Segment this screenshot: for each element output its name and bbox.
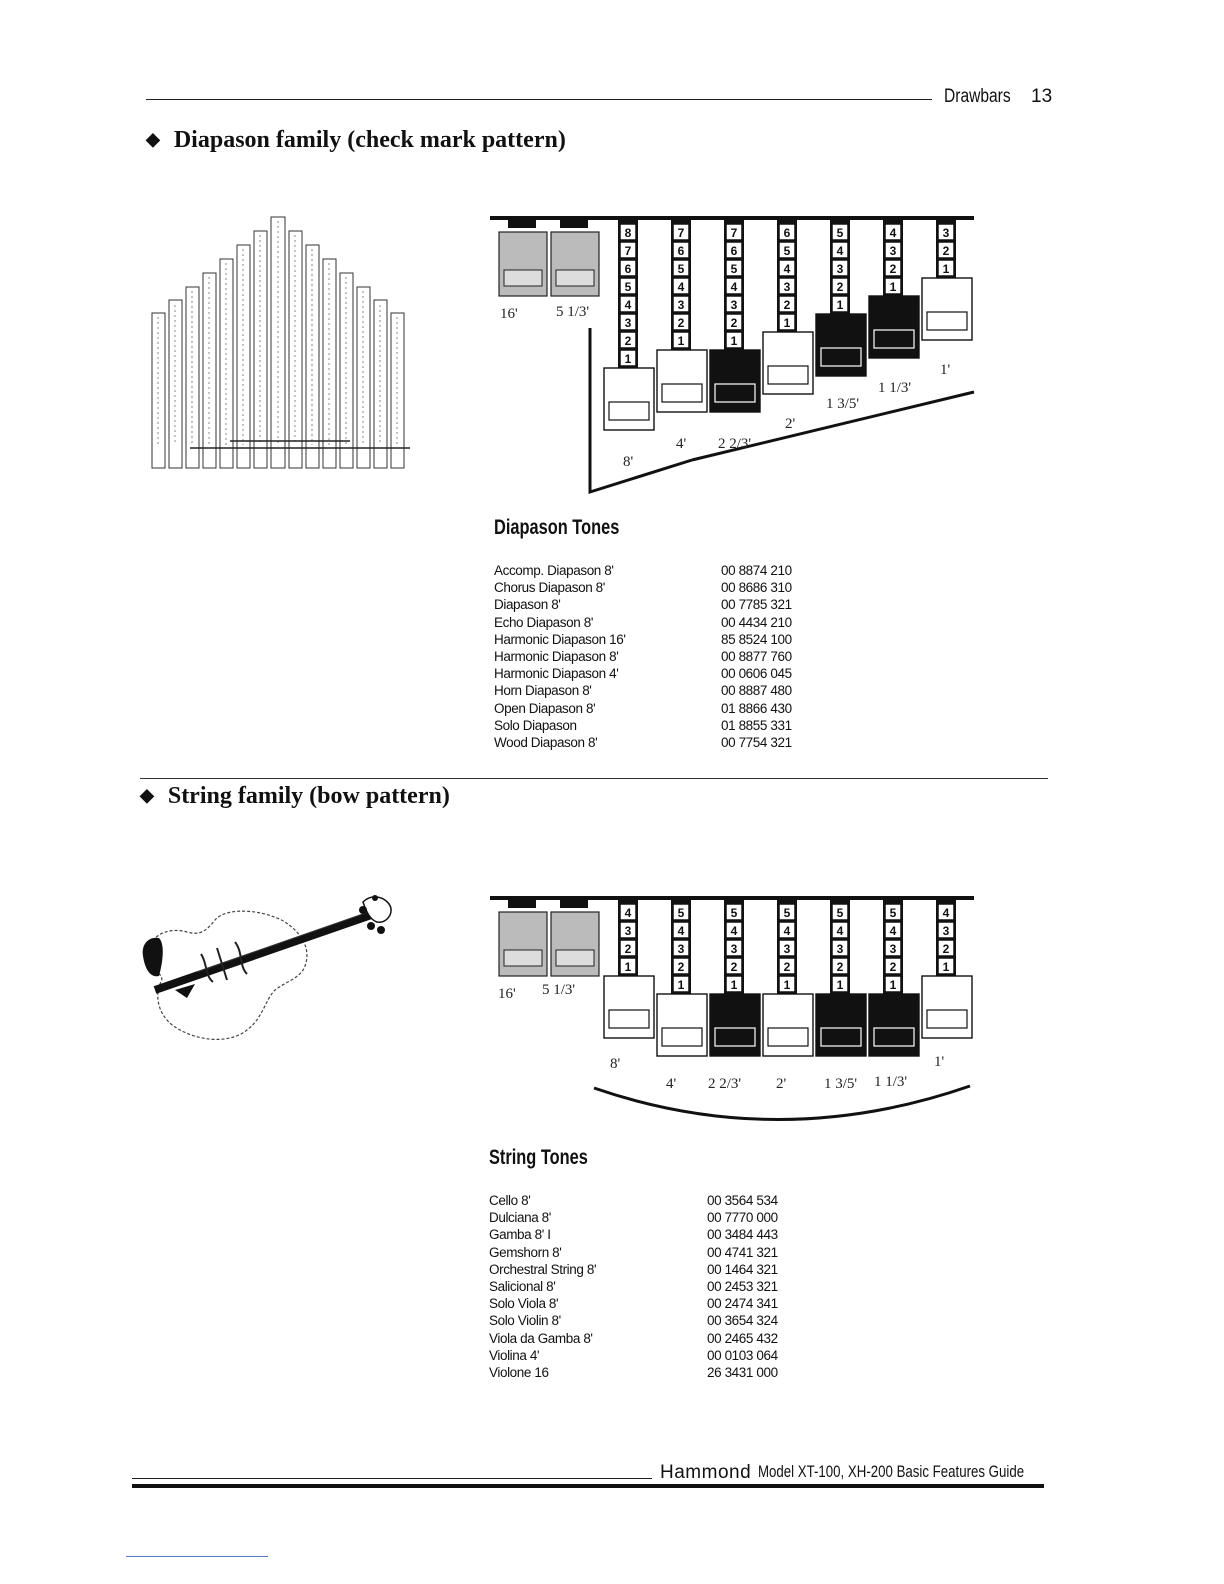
drawbar-4: [657, 900, 707, 1056]
tone-row: [489, 1364, 809, 1381]
drawbar-step-number: 1: [942, 960, 950, 974]
diapason-drawbar-diagram: [480, 210, 980, 500]
drawbar-step-number: 4: [889, 924, 897, 938]
drawbar-footage-label: 5 1/3': [556, 304, 590, 320]
tone-row: [494, 734, 814, 751]
drawbar-2: [551, 220, 599, 296]
drawbar-footage-label: 2 2/3': [718, 436, 752, 452]
tone-registration: 00 4434 210: [721, 614, 792, 630]
footer-brand: Hammond: [660, 1462, 752, 1483]
tone-name: Cello 8': [489, 1193, 531, 1208]
tone-registration: 00 3564 534: [707, 1193, 778, 1208]
drawbar-step-number: 4: [836, 244, 844, 258]
tone-row: [489, 1278, 809, 1295]
drawbar-step-number: 2: [836, 960, 844, 974]
tone-name: Salicional 8': [489, 1278, 556, 1294]
footer-model: Model XT-100, XH-200 Basic Features Guide: [758, 1462, 1025, 1481]
diapason-title-text: Diapason family (check mark pattern): [173, 127, 566, 153]
tone-row: [489, 1330, 809, 1347]
drawbar-footage-label: 4': [676, 436, 687, 452]
drawbar-footage-label: 1 3/5': [826, 396, 860, 412]
drawbar-step-number: 5: [783, 244, 791, 258]
tone-name: Harmonic Diapason 16': [494, 631, 626, 647]
drawbar-step-number: 2: [783, 298, 791, 312]
drawbar-step-number: 1: [836, 298, 844, 312]
tone-row: [489, 1209, 809, 1226]
drawbar-step-number: 6: [783, 226, 791, 240]
tone-name: Open Diapason 8': [494, 700, 596, 716]
drawbar-step-number: 2: [836, 280, 844, 294]
tone-registration: 00 2465 432: [707, 1330, 778, 1346]
tone-registration: 00 8874 210: [721, 563, 792, 578]
drawbar-step-number: 3: [677, 942, 685, 956]
tone-registration: 00 7754 321: [721, 734, 792, 750]
drawbar-step-number: 3: [730, 942, 738, 956]
drawbar-step-number: 7: [624, 244, 632, 258]
tone-name: Harmonic Diapason 4': [494, 666, 619, 682]
drawbar-step-number: 3: [836, 262, 844, 276]
string-section-title: [140, 783, 450, 810]
drawbar-step-number: 3: [730, 298, 738, 312]
organ-pipes-illustration: [140, 205, 420, 480]
tone-name: Diapason 8': [494, 597, 561, 613]
drawbar-step-number: 1: [624, 352, 632, 366]
drawbar-step-number: 5: [730, 906, 738, 920]
drawbar-6: [763, 900, 813, 1056]
diapason-tones-heading: Diapason Tones: [494, 516, 620, 539]
drawbar-8: [869, 900, 919, 1056]
tone-name: Gemshorn 8': [489, 1244, 562, 1260]
drawbar-footage-label: 2': [776, 1076, 787, 1092]
tone-registration: 00 0606 045: [721, 666, 792, 682]
bottom-link-rule: [126, 1556, 268, 1557]
drawbar-step-number: 1: [889, 978, 897, 992]
tone-name: Wood Diapason 8': [494, 734, 598, 750]
tone-name: Solo Viola 8': [489, 1296, 559, 1312]
tone-registration: 00 2453 321: [707, 1278, 778, 1294]
drawbar-step-number: 4: [889, 226, 897, 240]
string-drawbar-diagram: [480, 890, 980, 1140]
tone-row: [489, 1226, 809, 1243]
drawbar-step-number: 7: [730, 226, 738, 240]
drawbar-5: [710, 900, 760, 1056]
header-page-number: 13: [1031, 86, 1053, 107]
diapason-section-title: [146, 127, 566, 154]
drawbar-step-number: 6: [730, 244, 738, 258]
tone-name: Viola da Gamba 8': [489, 1330, 593, 1346]
drawbar-9: [922, 220, 972, 340]
drawbar-step-number: 6: [624, 262, 632, 276]
tone-registration: 26 3431 000: [707, 1364, 778, 1380]
drawbar-3: [604, 220, 654, 430]
drawbar-9: [922, 900, 972, 1038]
drawbar-1: [499, 900, 547, 976]
drawbar-step-number: 5: [836, 226, 844, 240]
tone-row: [489, 1312, 809, 1329]
tone-name: Violone 16: [489, 1364, 549, 1380]
drawbar-step-number: 2: [730, 316, 738, 330]
drawbar-footage-label: 1 1/3': [874, 1074, 908, 1090]
drawbar-step-number: 4: [677, 280, 685, 294]
tone-registration: 00 8686 310: [721, 580, 792, 596]
drawbar-step-number: 2: [889, 960, 897, 974]
tone-row: [489, 1192, 809, 1209]
tone-name: Solo Diapason: [494, 717, 577, 733]
drawbar-footage-label: 16': [498, 986, 516, 1002]
tone-registration: 85 8524 100: [721, 631, 792, 647]
tone-row: [494, 717, 814, 734]
drawbar-step-number: 1: [942, 262, 950, 276]
drawbar-footage-label: 1 1/3': [878, 380, 912, 396]
tone-name: Echo Diapason 8': [494, 614, 593, 630]
drawbar-top-rail: [490, 896, 974, 900]
drawbar-step-number: 3: [836, 942, 844, 956]
drawbar-step-number: 4: [624, 298, 632, 312]
drawbar-footage-label: 16': [500, 306, 518, 322]
drawbar-step-number: 3: [624, 924, 632, 938]
header-rule: [146, 99, 932, 100]
tone-registration: 00 2474 341: [707, 1296, 778, 1312]
drawbar-step-number: 4: [942, 906, 950, 920]
drawbar-footage-label: 1': [934, 1054, 945, 1070]
drawbar-step-number: 3: [942, 924, 950, 938]
drawbar-footage-label: 5 1/3': [542, 982, 576, 998]
tone-registration: 00 0103 064: [707, 1347, 778, 1363]
tone-row: [489, 1244, 809, 1261]
tone-registration: 00 3654 324: [707, 1313, 778, 1329]
drawbar-step-number: 3: [624, 316, 632, 330]
diamond-bullet-icon: ◆: [146, 129, 160, 149]
tone-name: Orchestral String 8': [489, 1261, 597, 1277]
drawbar-step-number: 1: [677, 978, 685, 992]
tone-registration: 00 3484 443: [707, 1227, 778, 1243]
drawbar-step-number: 5: [783, 906, 791, 920]
drawbar-3: [604, 900, 654, 1038]
drawbar-footage-label: 2 2/3': [708, 1076, 742, 1092]
section-divider: [140, 778, 1048, 779]
drawbar-footage-label: 2': [785, 416, 796, 432]
drawbar-step-number: 1: [783, 978, 791, 992]
drawbar-step-number: 1: [889, 280, 897, 294]
drawbar-step-number: 4: [836, 924, 844, 938]
drawbar-step-number: 2: [677, 316, 685, 330]
tone-name: Dulciana 8': [489, 1210, 551, 1226]
drawbar-step-number: 4: [783, 262, 791, 276]
drawbar-step-number: 1: [730, 978, 738, 992]
drawbar-step-number: 2: [942, 942, 950, 956]
drawbar-step-number: 7: [677, 226, 685, 240]
drawbar-1: [499, 220, 547, 296]
drawbar-step-number: 2: [624, 334, 632, 348]
tone-row: [489, 1295, 809, 1312]
drawbar-top-rail: [490, 216, 974, 220]
tone-name: Chorus Diapason 8': [494, 580, 605, 596]
drawbar-footage-label: 8': [610, 1056, 621, 1072]
tone-row: [494, 648, 814, 665]
tone-row: [494, 682, 814, 699]
drawbar-step-number: 1: [836, 978, 844, 992]
drawbar-7: [816, 220, 866, 376]
tone-row: [494, 614, 814, 631]
string-title-text: String family (bow pattern): [167, 783, 450, 809]
drawbar-6: [763, 220, 813, 394]
drawbar-step-number: 1: [624, 960, 632, 974]
drawbar-step-number: 6: [677, 244, 685, 258]
tone-registration: 00 4741 321: [707, 1244, 778, 1260]
tone-row: [494, 562, 814, 579]
drawbar-step-number: 2: [889, 262, 897, 276]
tone-registration: 01 8866 430: [721, 700, 792, 716]
drawbar-step-number: 5: [677, 262, 685, 276]
drawbar-8: [869, 220, 919, 358]
drawbar-step-number: 5: [677, 906, 685, 920]
drawbar-step-number: 4: [677, 924, 685, 938]
drawbar-5: [710, 220, 760, 412]
drawbar-step-number: 1: [677, 334, 685, 348]
drawbar-step-number: 1: [783, 316, 791, 330]
tone-row: [489, 1261, 809, 1278]
drawbar-step-number: 2: [624, 942, 632, 956]
tone-registration: 00 7770 000: [707, 1210, 778, 1226]
header-section-name: Drawbars: [944, 86, 1011, 107]
tone-name: Violina 4': [489, 1347, 540, 1363]
drawbar-step-number: 8: [624, 226, 632, 240]
drawbar-7: [816, 900, 866, 1056]
drawbar-step-number: 5: [624, 280, 632, 294]
violin-icon: [143, 895, 391, 1039]
drawbar-step-number: 4: [624, 906, 632, 920]
tone-name: Horn Diapason 8': [494, 683, 592, 699]
drawbar-step-number: 3: [783, 942, 791, 956]
tone-name: Harmonic Diapason 8': [494, 648, 619, 664]
tone-name: Accomp. Diapason 8': [494, 563, 614, 578]
drawbar-step-number: 4: [783, 924, 791, 938]
drawbar-footage-label: 1': [940, 362, 951, 378]
tone-row: [494, 665, 814, 682]
drawbar-step-number: 2: [783, 960, 791, 974]
drawbar-step-number: 5: [730, 262, 738, 276]
drawbar-4: [657, 220, 707, 412]
tone-registration: 01 8855 331: [721, 717, 792, 733]
drawbar-2: [551, 900, 599, 976]
violin-illustration: [135, 890, 415, 1060]
drawbar-step-number: 4: [730, 924, 738, 938]
drawbar-step-number: 2: [730, 960, 738, 974]
drawbar-footage-label: 1 3/5': [824, 1076, 858, 1092]
tone-registration: 00 8887 480: [721, 683, 792, 699]
diapason-tones-list: [494, 562, 814, 751]
drawbar-step-number: 1: [730, 334, 738, 348]
footer-rule-thick: [132, 1484, 1044, 1488]
tone-row: [489, 1347, 809, 1364]
drawbar-step-number: 5: [836, 906, 844, 920]
tone-row: [494, 631, 814, 648]
drawbar-footage-label: 4': [666, 1076, 677, 1092]
tone-row: [494, 700, 814, 717]
drawbar-step-number: 3: [889, 942, 897, 956]
tone-name: Gamba 8' I: [489, 1227, 551, 1243]
tone-row: [494, 596, 814, 613]
tone-registration: 00 7785 321: [721, 597, 792, 613]
drawbar-step-number: 2: [677, 960, 685, 974]
drawbar-step-number: 3: [783, 280, 791, 294]
drawbar-step-number: 3: [677, 298, 685, 312]
tone-row: [494, 579, 814, 596]
drawbar-step-number: 3: [942, 226, 950, 240]
footer-rule-thin: [132, 1478, 652, 1479]
drawbar-step-number: 3: [889, 244, 897, 258]
string-tones-heading: String Tones: [489, 1146, 588, 1169]
tone-registration: 00 1464 321: [707, 1261, 778, 1277]
tone-name: Solo Violin 8': [489, 1313, 561, 1329]
drawbar-footage-label: 8': [623, 454, 634, 470]
string-tones-list: [489, 1192, 809, 1381]
drawbar-step-number: 4: [730, 280, 738, 294]
drawbar-step-number: 5: [889, 906, 897, 920]
tone-registration: 00 8877 760: [721, 648, 792, 664]
drawbar-step-number: 2: [942, 244, 950, 258]
diamond-bullet-icon: ◆: [140, 785, 154, 805]
